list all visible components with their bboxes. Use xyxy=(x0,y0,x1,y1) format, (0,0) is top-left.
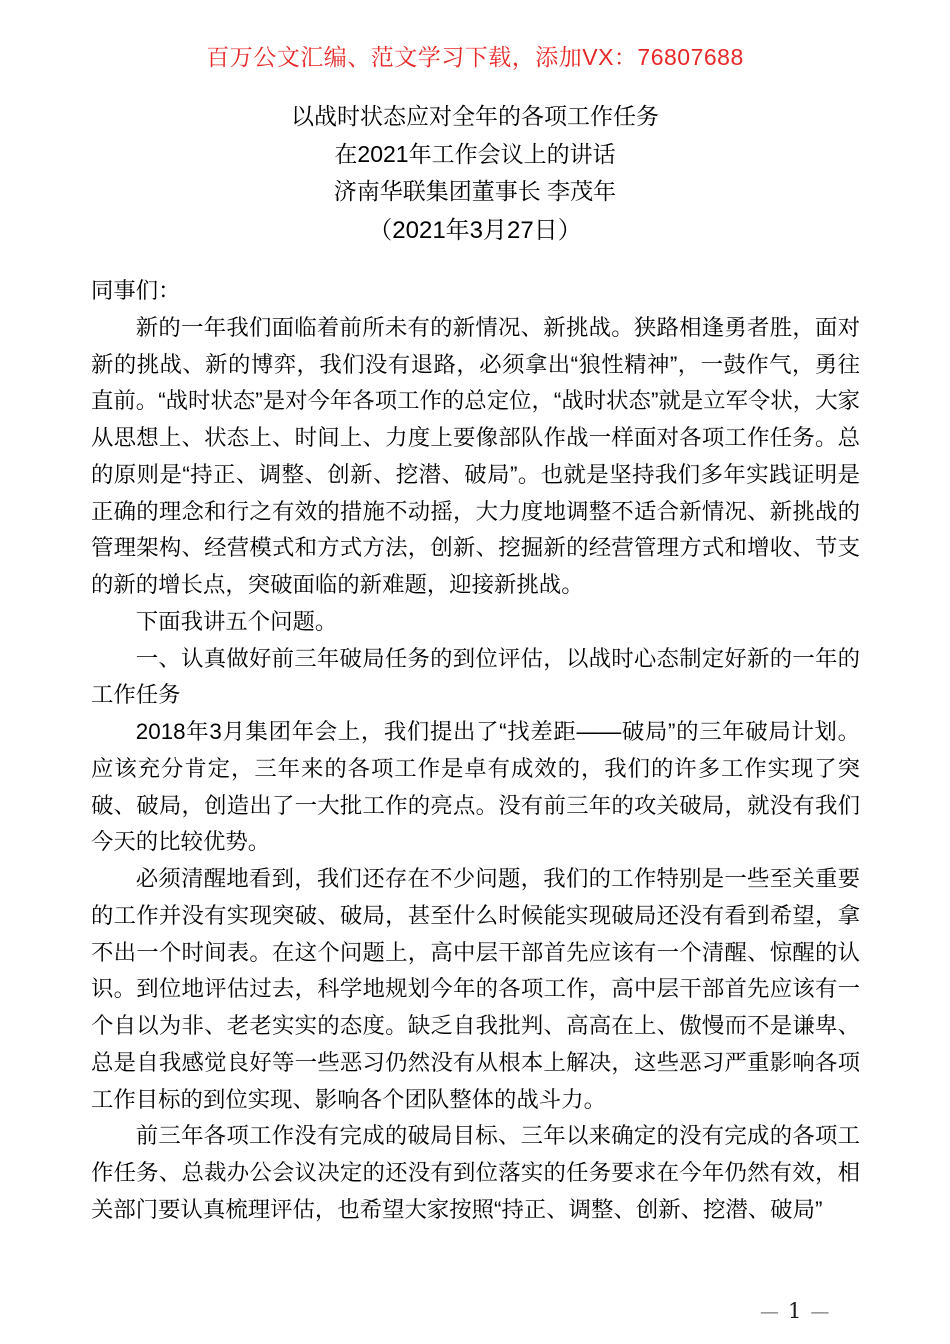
paragraph: 同事们： xyxy=(91,278,181,303)
document-body xyxy=(91,273,860,1229)
title-block xyxy=(0,98,950,250)
document-author: 济南华联集团董事长 李茂年 xyxy=(333,178,617,204)
paragraph: 2018年3月集团年会上，我们提出了“找差距——破局”的三年破局计划。应该充分肯定，三年来的各项工作是卓有成效的，我们的许多工作实现了突破、破局，创造出了一大批工作的亮点。没有前三年的攻关破局，就没有我们今天的比较优势。 xyxy=(91,719,860,855)
page-number xyxy=(760,1299,829,1324)
watermark-notice: 百万公文汇编、范文学习下载，添加VX：76807688 xyxy=(206,44,744,70)
page-number-dash-right: — xyxy=(810,1301,830,1323)
paragraph: 新的一年我们面临着前所未有的新情况、新挑战。狭路相逢勇者胜，面对新的挑战、新的博弈，我们没有退路，必须拿出“狼性精神”，一鼓作气，勇往直前。“战时状态”是对今年各项工作的总定位，“战时状态”就是立军令状，大家从思想上、状态上、时间上、力度上要像部队作战一样面对各项工作任务。总的原则是“持正、调整、创新、挖潜、破局”。也就是坚持我们多年实践证明是正确的理念和行之有效的措施不动摇，大力度地调整不适合新情况、新挑战的管理架构、经营模式和方式方法，创新、挖掘新的经营管理方式和增收、节支的新的增长点，突破面临的新难题，迎接新挑战。 xyxy=(91,314,860,597)
document-subtitle: 在2021年工作会议上的讲话 xyxy=(334,140,616,167)
paragraph: 一、认真做好前三年破局任务的到位评估，以战时心态制定好新的一年的工作任务 xyxy=(91,645,860,708)
page-number-value: 1 xyxy=(788,1299,802,1323)
document-title: 以战时状态应对全年的各项工作任务 xyxy=(291,103,659,129)
paragraph: 必须清醒地看到，我们还存在不少问题，我们的工作特别是一些至关重要的工作并没有实现突破、破局，甚至什么时候能实现破局还没有看到希望，拿不出一个时间表。在这个问题上，高中层干部首先应该有一个清醒、惊醒的认识。到位地评估过去，科学地规划今年的各项工作，高中层干部首先应该有一个自以为非、老老实实的态度。缺乏自我批判、高高在上、傲慢而不是谦卑、总是自我感觉良好等一些恶习仍然没有从根本上解决，这些恶习严重影响各项工作目标的到位实现、影响各个团队整体的战斗力。 xyxy=(91,866,860,1112)
page-number-dash-left: — xyxy=(760,1301,779,1323)
paragraph: 下面我讲五个问题。 xyxy=(135,608,338,634)
paragraph: 前三年各项工作没有完成的破局目标、三年以来确定的没有完成的各项工作任务、总裁办公会议决定的还没有到位落实的任务要求在今年仍然有效，相关部门要认真梳理评估，也希望大家按照“持正、调整、创新、挖潜、破局” xyxy=(91,1123,860,1222)
document-date: （2021年3月27日） xyxy=(368,216,582,244)
